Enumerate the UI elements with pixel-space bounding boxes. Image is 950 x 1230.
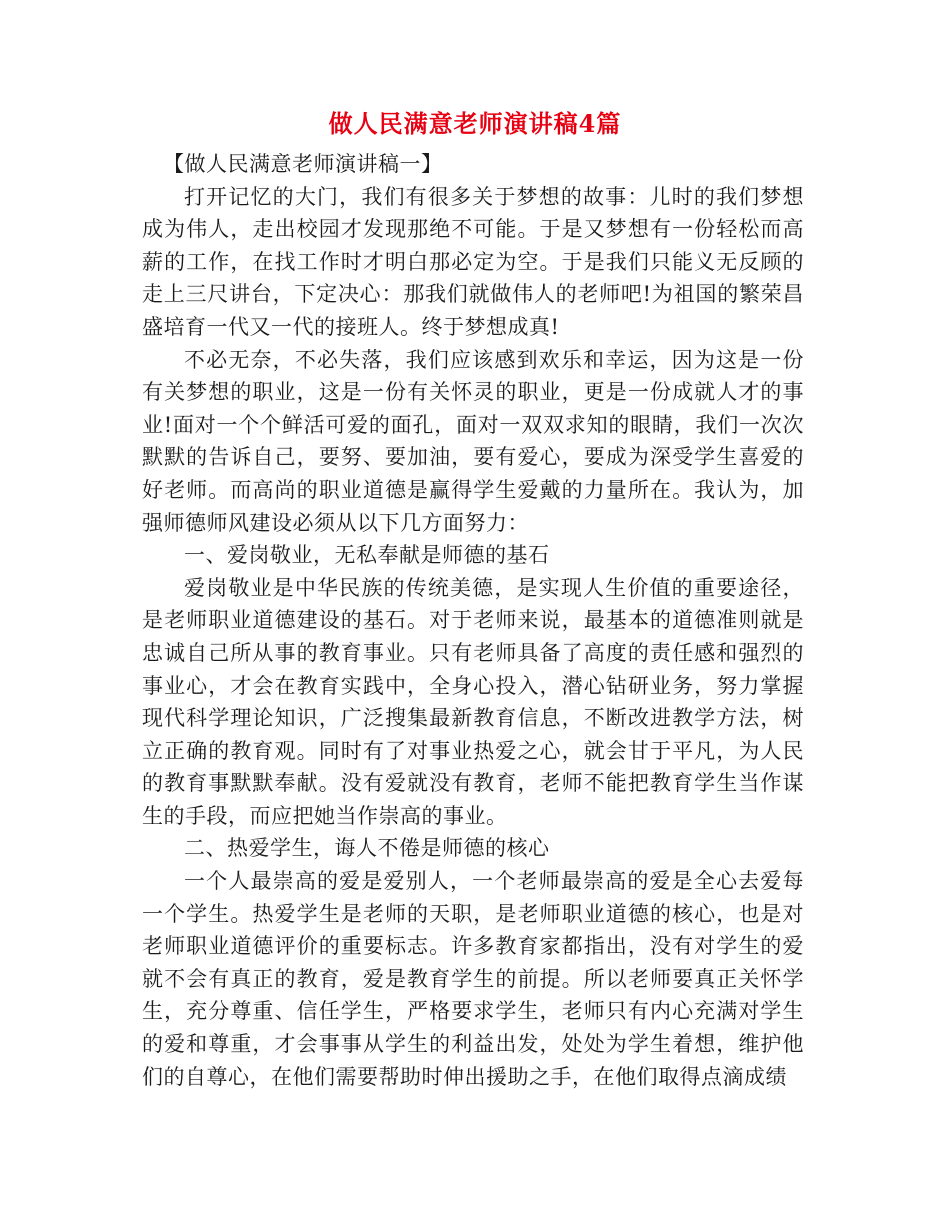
speech-heading: 【做人民满意老师演讲稿一】: [163, 152, 443, 176]
body-paragraph: 一个人最崇高的爱是爱别人，一个老师最崇高的爱是全心去爱每一个学生。热爱学生是老师的天职，是老师职业道德的核心，也是对老师职业道德评价的重要标志。许多教育家都指出，没有对学生的爱就不会有真正的教育，爱是教育学生的前提。所以老师要真正关怀学生，充分尊重、信任学生，严格要求学生，老师只有内心充满对学生的爱和尊重，才会事事从学生的利益出发，处处为学生着想，维护他们的自尊心，在他们需要帮助时伸出援助之手，在他们取得点滴成绩: [142, 869, 804, 1089]
body-paragraph: 不必无奈，不必失落，我们应该感到欢乐和幸运，因为这是一份有关梦想的职业，这是一份有关怀灵的职业，更是一份成就人才的事业!面对一个个鲜活可爱的面孔，面对一双双求知的眼睛，我们一次次默默的告诉自己，要努、要加油，要有爱心，要成为深受学生喜爱的好老师。而高尚的职业道德是赢得学生爱戴的力量所在。我认为，加强师德师风建设必须从以下几方面努力：: [142, 347, 804, 535]
body-paragraph: 打开记忆的大门，我们有很多关于梦想的故事：儿时的我们梦想成为伟人，走出校园才发现那绝不可能。于是又梦想有一份轻松而高薪的工作，在找工作时才明白那必定为空。于是我们只能义无反顾的走上三尺讲台，下定决心：那我们就做伟人的老师吧!为祖国的繁荣昌盛培育一代又一代的接班人。终于梦想成真!: [142, 184, 804, 339]
section-heading: 一、爱岗敬业，无私奉献是师德的基石: [184, 543, 550, 568]
section-heading: 二、热爱学生，诲人不倦是师德的核心: [184, 836, 550, 861]
body-paragraph: 爱岗敬业是中华民族的传统美德，是实现人生价值的重要途径，是老师职业道德建设的基石。对于老师来说，最基本的道德准则就是忠诚自己所从事的教育事业。只有老师具备了高度的责任感和强烈的事业心，才会在教育实践中，全身心投入，潜心钻研业务，努力掌握现代科学理论知识，广泛搜集最新教育信息，不断改进教学方法，树立正确的教育观。同时有了对事业热爱之心，就会甘于平凡，为人民的教育事默默奉献。没有爱就没有教育，老师不能把教育学生当作谋生的手段，而应把她当作崇高的事业。: [142, 575, 804, 828]
document-body: [142, 148, 804, 1093]
document-title: 做人民满意老师演讲稿4篇: [328, 109, 622, 138]
